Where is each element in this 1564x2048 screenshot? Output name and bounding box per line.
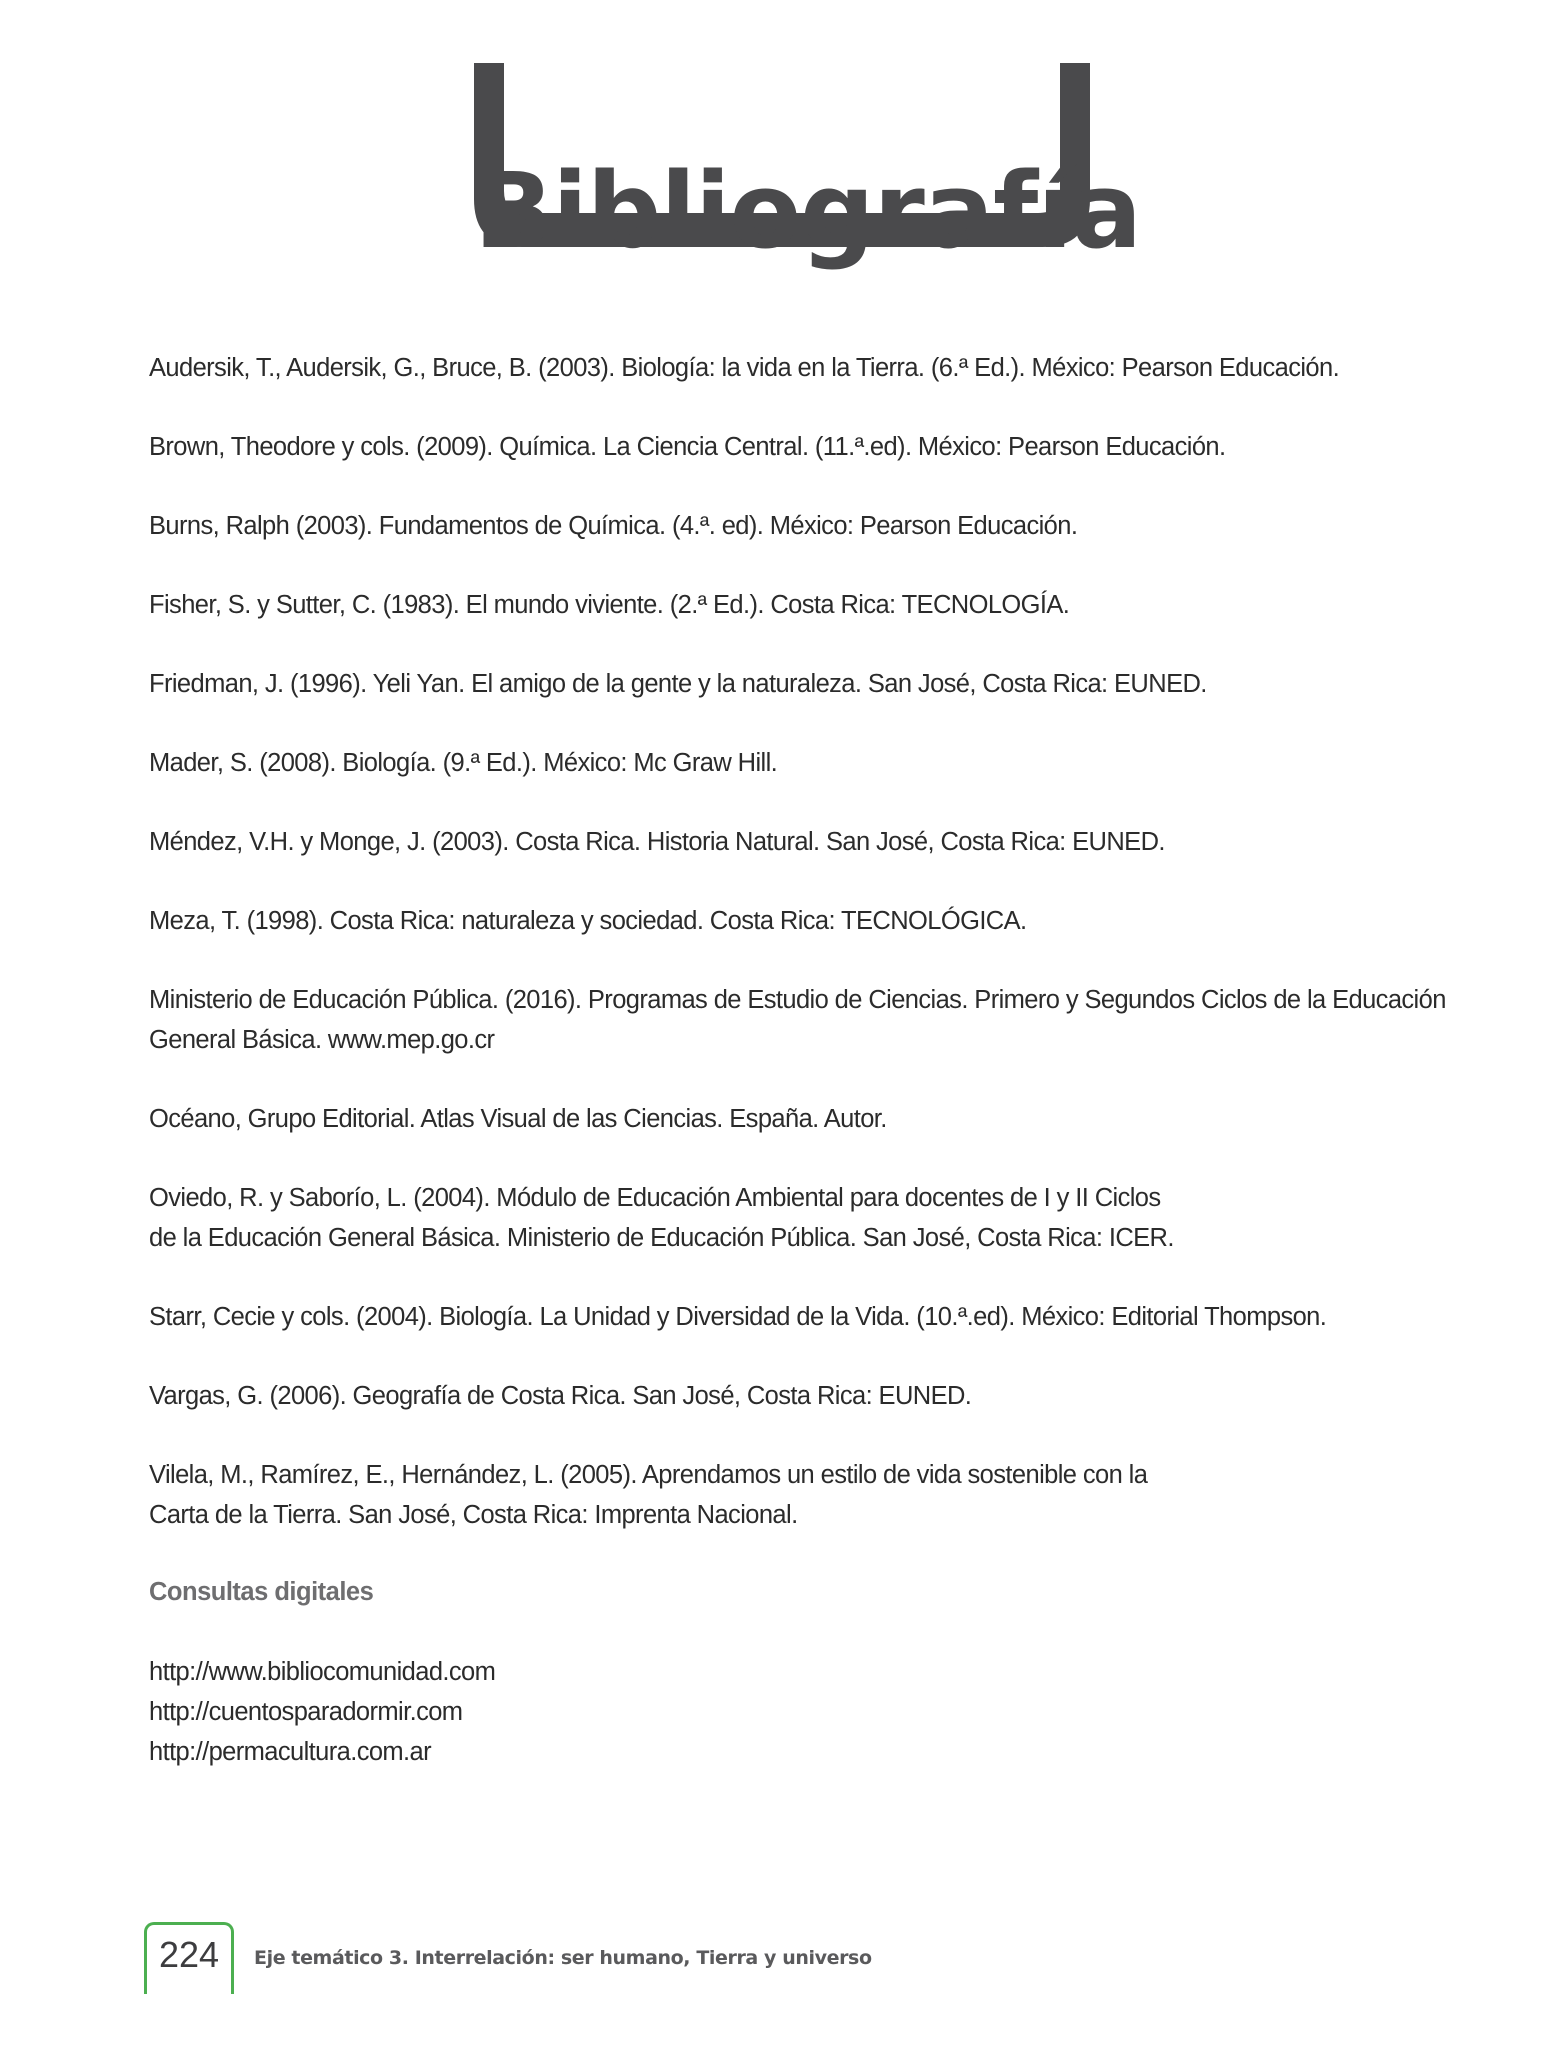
reference-line: Friedman, J. (1996). Yeli Yan. El amigo de la gente y la naturaleza. San José, Costa Rica: EUNED. (149, 670, 1207, 698)
digital-link[interactable]: http://www.bibliocomunidad.com (149, 1658, 496, 1686)
reference-line: Audersik, T., Audersik, G., Bruce, B. (2003). Biología: la vida en la Tierra. (6.ª Ed.). México: Pearson Educación. (149, 354, 1340, 382)
reference-line: Burns, Ralph (2003). Fundamentos de Química. (4.ª. ed). México: Pearson Educación. (149, 512, 1078, 540)
reference-line: Océano, Grupo Editorial. Atlas Visual de las Ciencias. España. Autor. (149, 1105, 887, 1133)
reference-line: Fisher, S. y Sutter, C. (1983). El mundo viviente. (2.ª Ed.). Costa Rica: TECNOLOGÍA. (149, 591, 1070, 619)
title-banner (474, 63, 1142, 272)
reference-entry (149, 822, 1379, 862)
reference-list (149, 348, 1446, 1574)
reference-entry (149, 427, 1379, 467)
reference-line: Ministerio de Educación Pública. (2016). Programas de Estudio de Ciencias. Primero y Segundos Ciclos de la Educación (149, 986, 1446, 1014)
reference-entry (149, 1376, 1379, 1416)
digital-sources-heading: Consultas digitales (149, 1578, 374, 1606)
reference-line: Vargas, G. (2006). Geografía de Costa Rica. San José, Costa Rica: EUNED. (149, 1382, 972, 1410)
reference-line: de la Educación General Básica. Ministerio de Educación Pública. San José, Costa Rica: ICER. (149, 1224, 1174, 1252)
page-number-box (144, 1922, 234, 1994)
reference-line: Vilela, M., Ramírez, E., Hernández, L. (2005). Aprendamos un estilo de vida sostenible con la (149, 1461, 1148, 1489)
footer-section-title: Eje temático 3. Interrelación: ser humano, Tierra y universo (254, 1947, 872, 1969)
reference-line: Starr, Cecie y cols. (2004). Biología. La Unidad y Diversidad de la Vida. (10.ª.ed). México: Editorial Thompson. (149, 1303, 1327, 1331)
digital-links-list (149, 1652, 495, 1772)
reference-entry (149, 1297, 1379, 1337)
reference-line: Oviedo, R. y Saborío, L. (2004). Módulo de Educación Ambiental para docentes de I y II Ciclos (149, 1184, 1161, 1212)
reference-line: General Básica. www.mep.go.cr (149, 1026, 495, 1054)
reference-line: Mader, S. (2008). Biología. (9.ª Ed.). México: Mc Graw Hill. (149, 749, 778, 777)
digital-link[interactable]: http://cuentosparadormir.com (149, 1698, 463, 1726)
reference-entry (149, 664, 1379, 704)
reference-line: Carta de la Tierra. San José, Costa Rica: Imprenta Nacional. (149, 1501, 798, 1529)
reference-entry (149, 506, 1379, 546)
reference-entry (149, 901, 1379, 941)
reference-line: Méndez, V.H. y Monge, J. (2003). Costa Rica. Historia Natural. San José, Costa Rica: EUNED. (149, 828, 1165, 856)
reference-entry (149, 980, 1446, 1060)
reference-entry (149, 1455, 1379, 1535)
reference-line: Brown, Theodore y cols. (2009). Química. La Ciencia Central. (11.ª.ed). México: Pearson Educación. (149, 433, 1226, 461)
reference-entry (149, 743, 1379, 783)
page-number: 224 (158, 1934, 220, 1975)
reference-entry (149, 1178, 1379, 1258)
digital-link[interactable]: http://permacultura.com.ar (149, 1738, 432, 1766)
reference-entry (149, 348, 1379, 388)
reference-entry (149, 585, 1379, 625)
page-title: Bibliografía (474, 150, 1142, 272)
reference-entry (149, 1099, 1379, 1139)
reference-line: Meza, T. (1998). Costa Rica: naturaleza y sociedad. Costa Rica: TECNOLÓGICA. (149, 907, 1027, 935)
